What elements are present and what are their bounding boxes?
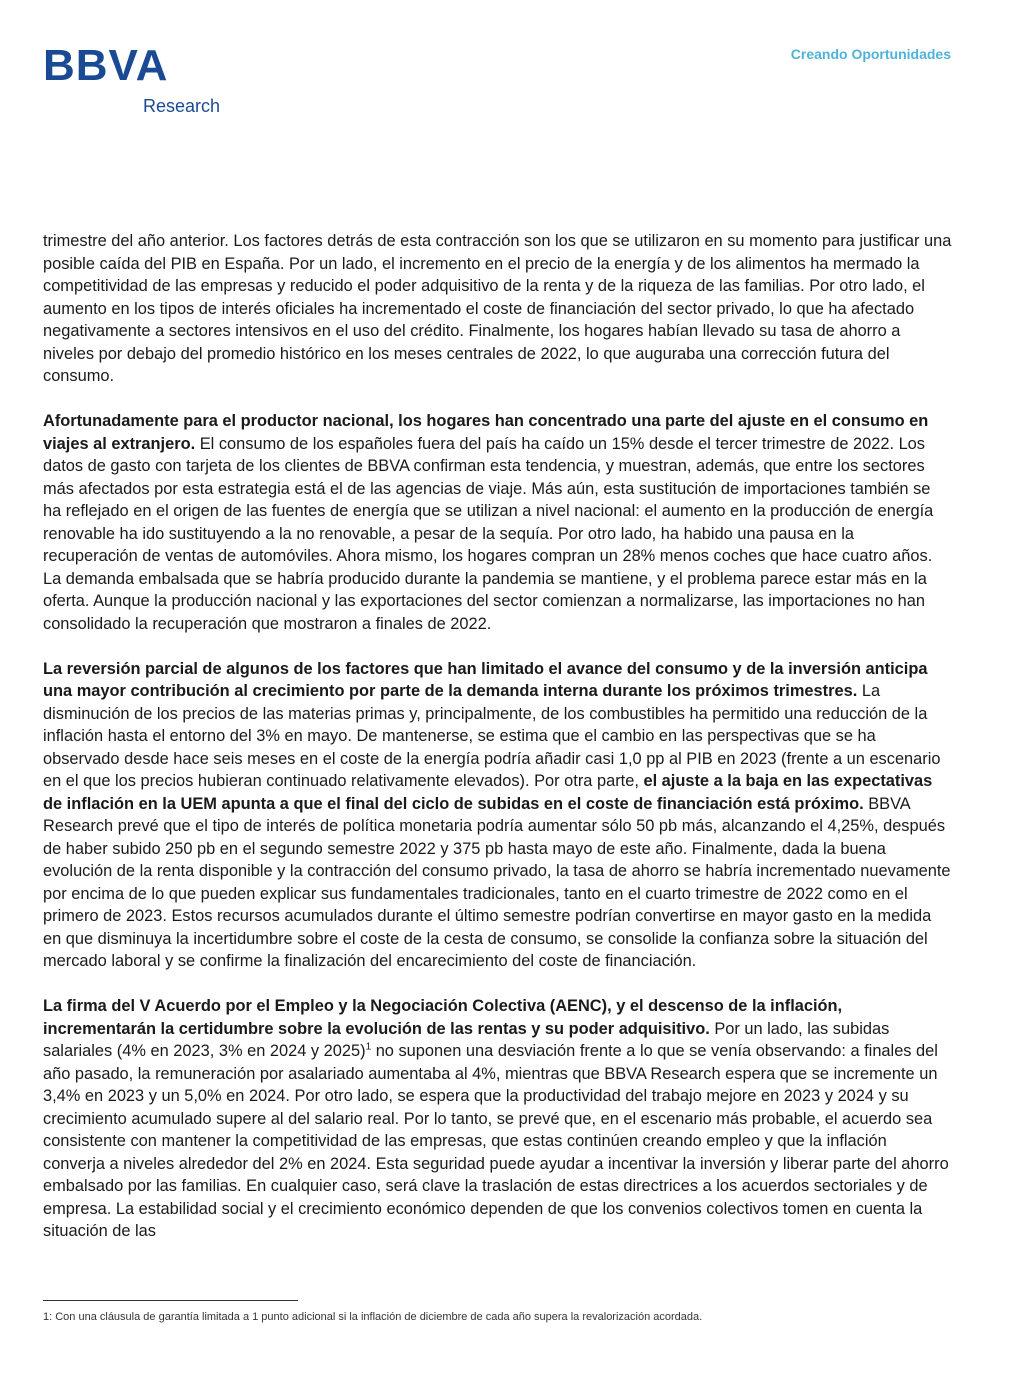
paragraph-3: [43, 658, 953, 973]
paragraph-text: Por un lado, las subidas salariales (4% en 2023, 3% en 2024 y 2025): [43, 1019, 890, 1060]
paragraph-lead: Afortunadamente para el productor nacional, los hogares han concentrado una parte del ajuste en el consumo en viajes al extranjero.: [43, 412, 929, 453]
paragraph-text-continued: no suponen una desviación frente a lo que se venía observando: a finales del año pasado, la remuneración por asalariado aumentaba al 4%, mientras que BBVA Research espera que se incremente un 3,4% en 2023 y un 5,0% en 2024. Por otro lado, se espera que la productividad del trabajo mejore en 2023 y 2024 y su crecimiento acumulado supere al del salario real. Por lo tanto, se prevé que, en el escenario más probable, el acuerdo sea consistente con mantener la competitividad de las empresas, que estas continúen creando empleo y que la inflación converja a niveles alrededor del 2% en 2024. Esta seguridad puede ayudar a incentivar la inversión y liberar parte del ahorro embalsado por las familias. En cualquier caso, será clave la traslación de estas directrices a los acuerdos sectoriales y de empresa. La estabilidad social y el crecimiento económico dependen de que los convenios colectivos tomen en cuenta la situación de las: [43, 1042, 949, 1240]
header-tagline: Creando Oportunidades: [790, 46, 951, 62]
bbva-research-logo: [43, 40, 233, 120]
paragraph-emphasis: el ajuste a la baja en las expectativas de inflación en la UEM apunta a que el final del ciclo de subidas en el coste de financiación está próximo.: [43, 772, 933, 813]
document-body: [43, 230, 953, 1265]
paragraph-text: La disminución de los precios de las materias primas y, principalmente, de los combustibles ha permitido una reducción de la inflación hasta el entorno del 3% en mayo. De mantenerse, se estima que el cambio en las perspectivas que se ha observado desde hace seis meses en el coste de la energía podría añadir casi 1,0 pp al PIB en 2023 (frente a un escenario en el que los precios hubieran continuado relativamente elevados). Por otra parte,: [43, 682, 941, 790]
footnote-divider: [43, 1300, 298, 1301]
logo-wordmark: BBVA: [43, 41, 169, 90]
footnote-ref[interactable]: 1: [365, 1041, 372, 1053]
paragraph-1: [43, 230, 953, 388]
paragraph-lead: La firma del V Acuerdo por el Empleo y la Negociación Colectiva (AENC), y el descenso de la inflación, incrementarán la certidumbre sobre la evolución de las rentas y su poder adquisitivo.: [43, 997, 843, 1038]
paragraph-text: El consumo de los españoles fuera del país ha caído un 15% desde el tercer trimestre de 2022. Los datos de gasto con tarjeta de los clientes de BBVA confirman esta tendencia, y muestran, además, que entre los sectores más afectados por esta estrategia está el de las agencias de viaje. Más aún, esta sustitución de importaciones también se ha reflejado en el origen de las fuentes de energía que se utilizan a nivel nacional: el aumento en la producción de energía renovable ha ido sustituyendo a la no renovable, a pesar de la sequía. Por otro lado, ha habido una pausa en la recuperación de ventas de automóviles. Ahora mismo, los hogares compran un 28% menos coches que hace cuatro años. La demanda embalsada que se habría producido durante la pandemia se mantiene, y el problema parece estar más en la oferta. Aunque la producción nacional y las exportaciones del sector comienzan a normalizarse, las importaciones no han consolidado la recuperación que mostraron a finales de 2022.: [43, 434, 934, 633]
paragraph-2: [43, 410, 953, 635]
paragraph-4: [43, 995, 953, 1243]
paragraph-text: trimestre del año anterior. Los factores detrás de esta contracción son los que se utilizaron en su momento para justificar una posible caída del PIB en España. Por un lado, el incremento en el precio de la energía y de los alimentos ha mermado la competitividad de las empresas y reducido el poder adquisitivo de la renta y de la riqueza de las familias. Por otro lado, el aumento en los tipos de interés oficiales ha incrementado el coste de financiación del sector privado, lo que ha afectado negativamente a sectores intensivos en el uso del crédito. Finalmente, los hogares habían llevado su tasa de ahorro a niveles por debajo del promedio histórico en los meses centrales de 2022, lo que auguraba una corrección futura del consumo.: [43, 232, 952, 385]
footnote: 1: Con una cláusula de garantía limitada a 1 punto adicional si la inflación de diciembre de cada año supera la revalorización acordada.: [43, 1311, 703, 1323]
paragraph-text-continued: BBVA Research prevé que el tipo de interés de política monetaria podría aumentar sólo 50 pb más, alcanzando el 4,25%, después de haber subido 250 pb en el segundo semestre 2022 y 375 pb hasta mayo de este año. Finalmente, dada la buena evolución de la renta disponible y la contracción del consumo privado, la tasa de ahorro se habría incrementado nuevamente por encima de lo que pueden explicar sus fundamentales tradicionales, tanto en el cuarto trimestre de 2022 como en el primero de 2023. Estos recursos acumulados durante el último semestre podrían convertirse en mayor gasto en la medida en que disminuya la incertidumbre sobre el coste de la cesta de consumo, se consolide la confianza sobre la situación del mercado laboral y se confirme la finalización del encarecimiento del coste de financiación.: [43, 794, 951, 970]
paragraph-lead: La reversión parcial de algunos de los factores que han limitado el avance del consumo y de la inversión anticipa una mayor contribución al crecimiento por parte de la demanda interna durante los próximos trimestres.: [43, 659, 928, 700]
logo-subtitle: Research: [143, 96, 221, 116]
